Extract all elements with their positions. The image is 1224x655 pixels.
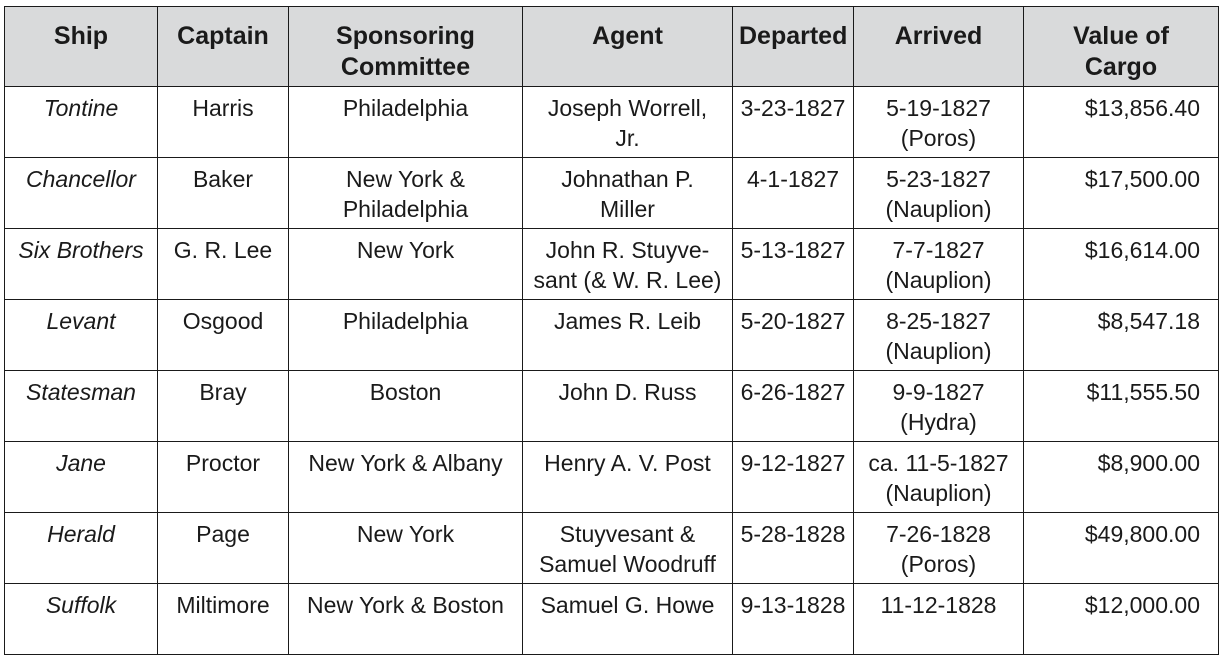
cell-arrived-text: 7-7-1827 (Nauplion)	[885, 237, 992, 293]
cell-arrived-text: 8-25-1827 (Nauplion)	[885, 308, 992, 364]
cell-arrived-text: 9-9-1827 (Hydra)	[892, 379, 985, 435]
cell-captain	[158, 158, 289, 229]
cell-ship	[5, 158, 158, 229]
header-captain	[158, 7, 289, 87]
header-committee-label: Sponsoring Committee	[336, 22, 475, 81]
header-row	[5, 7, 1219, 87]
cell-departed	[733, 442, 854, 513]
header-value-label: Value of Cargo	[1073, 22, 1169, 81]
header-agent-label: Agent	[592, 22, 663, 50]
cell-departed-text: 5-28-1828	[740, 521, 846, 547]
header-ship	[5, 7, 158, 87]
cell-ship	[5, 300, 158, 371]
cell-sponsoring-committee	[289, 442, 523, 513]
cell-value-of-cargo	[1024, 300, 1219, 371]
cell-value-of-cargo-text: $13,856.40	[1084, 95, 1200, 121]
cell-sponsoring-committee	[289, 371, 523, 442]
cell-sponsoring-committee-text: New York	[356, 237, 455, 263]
cell-captain	[158, 87, 289, 158]
table-row	[5, 442, 1219, 513]
cell-value-of-cargo	[1024, 229, 1219, 300]
cell-agent	[523, 371, 733, 442]
cell-captain-text: G. R. Lee	[173, 237, 273, 263]
header-sponsoring-committee	[289, 7, 523, 87]
cell-arrived-text: 5-23-1827 (Nauplion)	[885, 166, 992, 222]
cell-value-of-cargo	[1024, 158, 1219, 229]
table-row	[5, 158, 1219, 229]
header-agent	[523, 7, 733, 87]
cell-ship	[5, 442, 158, 513]
cell-departed-text: 3-23-1827	[740, 95, 846, 121]
cell-departed-text: 5-13-1827	[740, 237, 846, 263]
cell-agent	[523, 584, 733, 655]
cell-ship-text: Herald	[47, 521, 115, 547]
table-header	[5, 7, 1219, 87]
cell-captain-text: Harris	[192, 95, 254, 121]
cell-agent-text: John R. Stuyve- sant (& W. R. Lee)	[533, 237, 722, 293]
cell-value-of-cargo	[1024, 513, 1219, 584]
cell-sponsoring-committee	[289, 158, 523, 229]
cell-arrived-text: 7-26-1828 (Poros)	[886, 521, 991, 577]
cell-sponsoring-committee-text: New York & Boston	[307, 592, 504, 618]
cell-sponsoring-committee-text: New York	[356, 521, 455, 547]
cell-value-of-cargo	[1024, 371, 1219, 442]
cell-arrived-text: ca. 11-5-1827 (Nauplion)	[868, 450, 1009, 506]
cell-captain	[158, 371, 289, 442]
cell-captain	[158, 300, 289, 371]
cell-agent-text: Samuel G. Howe	[540, 592, 715, 618]
cell-value-of-cargo-text: $8,900.00	[1097, 450, 1200, 476]
cell-departed-text: 9-12-1827	[740, 450, 846, 476]
cell-value-of-cargo-text: $17,500.00	[1084, 166, 1200, 192]
cell-agent	[523, 87, 733, 158]
cell-ship-text: Six Brothers	[18, 237, 144, 263]
cell-sponsoring-committee	[289, 87, 523, 158]
table-body	[5, 87, 1219, 655]
cell-sponsoring-committee-text: New York & Philadelphia	[342, 166, 469, 222]
header-captain-label: Captain	[177, 22, 269, 50]
header-arrived	[854, 7, 1024, 87]
cell-arrived	[854, 584, 1024, 655]
cell-ship-text: Suffolk	[45, 592, 117, 618]
cell-sponsoring-committee	[289, 584, 523, 655]
cell-captain	[158, 442, 289, 513]
cell-sponsoring-committee-text: Boston	[369, 379, 442, 405]
cell-departed	[733, 87, 854, 158]
cell-agent-text: Johnathan P. Miller	[561, 166, 694, 222]
cell-ship-text: Jane	[56, 450, 106, 476]
cell-agent	[523, 229, 733, 300]
cell-departed-text: 9-13-1828	[740, 592, 846, 618]
ship-voyages-table	[4, 6, 1219, 655]
header-departed-label: Departed	[739, 22, 848, 50]
cell-ship	[5, 513, 158, 584]
cell-arrived	[854, 371, 1024, 442]
cell-arrived-text: 5-19-1827 (Poros)	[886, 95, 991, 151]
cell-sponsoring-committee	[289, 513, 523, 584]
cell-ship-text: Chancellor	[26, 166, 136, 192]
cell-ship	[5, 584, 158, 655]
cell-ship-text: Statesman	[26, 379, 136, 405]
cell-departed-text: 4-1-1827	[746, 166, 840, 192]
table-row	[5, 87, 1219, 158]
cell-agent	[523, 158, 733, 229]
cell-captain-text: Osgood	[182, 308, 264, 334]
header-arrived-label: Arrived	[894, 22, 983, 50]
cell-captain	[158, 229, 289, 300]
table-row	[5, 300, 1219, 371]
cell-departed	[733, 513, 854, 584]
cell-captain-text: Bray	[199, 379, 247, 405]
cell-sponsoring-committee	[289, 229, 523, 300]
cell-arrived	[854, 229, 1024, 300]
cell-agent-text: Joseph Worrell, Jr.	[547, 95, 708, 151]
cell-arrived	[854, 158, 1024, 229]
cell-captain-text: Proctor	[185, 450, 261, 476]
cell-agent-text: Stuyvesant & Samuel Woodruff	[539, 521, 716, 577]
header-value-of-cargo	[1024, 7, 1219, 87]
ship-voyages-table-wrapper	[4, 6, 1218, 655]
cell-ship	[5, 371, 158, 442]
cell-arrived	[854, 87, 1024, 158]
cell-departed	[733, 300, 854, 371]
cell-arrived	[854, 513, 1024, 584]
cell-ship	[5, 229, 158, 300]
cell-agent	[523, 442, 733, 513]
cell-sponsoring-committee-text: Philadelphia	[342, 308, 469, 334]
cell-departed-text: 6-26-1827	[740, 379, 846, 405]
cell-captain-text: Page	[196, 521, 250, 547]
cell-captain-text: Baker	[192, 166, 254, 192]
cell-value-of-cargo	[1024, 87, 1219, 158]
cell-departed	[733, 229, 854, 300]
cell-departed	[733, 158, 854, 229]
table-row	[5, 513, 1219, 584]
cell-captain	[158, 584, 289, 655]
cell-agent-text: John D. Russ	[558, 379, 697, 405]
table-row	[5, 584, 1219, 655]
cell-ship-text: Tontine	[43, 95, 119, 121]
cell-sponsoring-committee-text: Philadelphia	[342, 95, 469, 121]
cell-ship	[5, 87, 158, 158]
table-row	[5, 229, 1219, 300]
cell-arrived-text: 11-12-1828	[880, 592, 997, 618]
cell-value-of-cargo	[1024, 442, 1219, 513]
cell-value-of-cargo-text: $12,000.00	[1084, 592, 1200, 618]
header-ship-label: Ship	[53, 22, 109, 50]
cell-departed	[733, 371, 854, 442]
table-row	[5, 371, 1219, 442]
cell-value-of-cargo-text: $11,555.50	[1086, 379, 1200, 405]
cell-captain	[158, 513, 289, 584]
cell-value-of-cargo-text: $8,547.18	[1097, 308, 1200, 334]
cell-arrived	[854, 300, 1024, 371]
cell-sponsoring-committee-text: New York & Albany	[308, 450, 503, 476]
cell-value-of-cargo-text: $49,800.00	[1084, 521, 1200, 547]
cell-agent-text: Henry A. V. Post	[544, 450, 711, 476]
cell-arrived	[854, 442, 1024, 513]
cell-value-of-cargo	[1024, 584, 1219, 655]
cell-departed-text: 5-20-1827	[740, 308, 846, 334]
cell-agent	[523, 513, 733, 584]
cell-value-of-cargo-text: $16,614.00	[1084, 237, 1200, 263]
cell-agent-text: James R. Leib	[553, 308, 701, 334]
cell-sponsoring-committee	[289, 300, 523, 371]
cell-departed	[733, 584, 854, 655]
cell-ship-text: Levant	[46, 308, 116, 334]
header-departed	[733, 7, 854, 87]
cell-captain-text: Miltimore	[176, 592, 270, 618]
cell-agent	[523, 300, 733, 371]
